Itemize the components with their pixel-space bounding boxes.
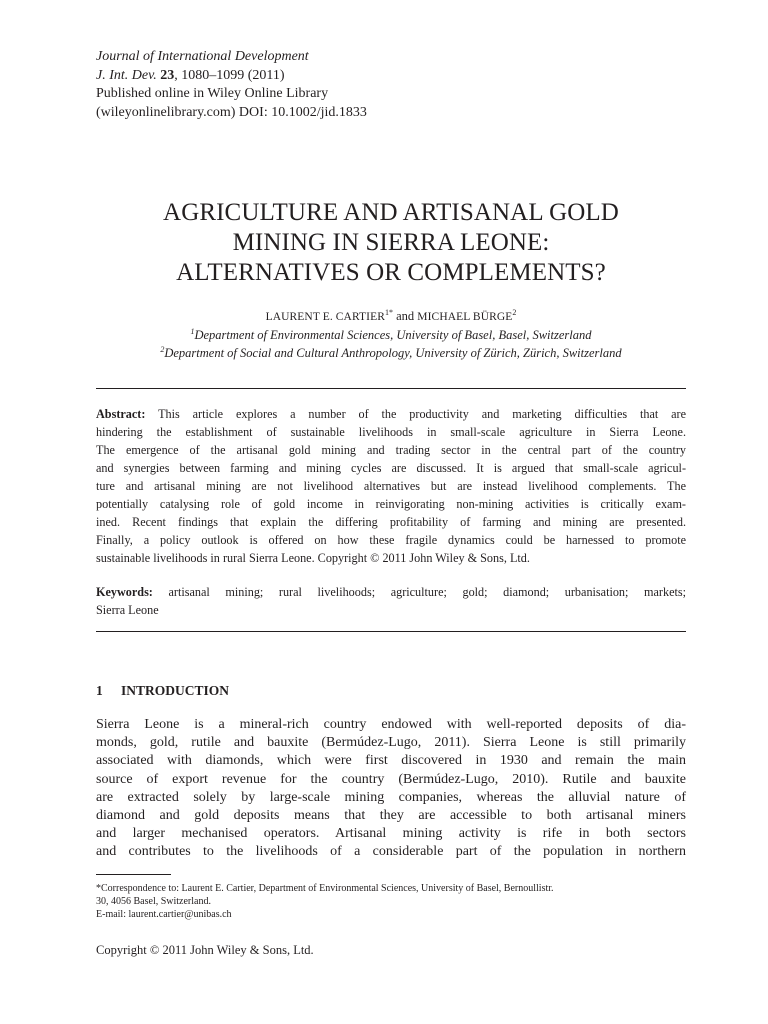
affiliation-2: [96, 344, 686, 362]
journal-abbrev: J. Int. Dev.: [96, 67, 157, 83]
abstract-line: hindering the establishment of sustainable livelihoods in small-scale agriculture in Sierra Leone.: [96, 425, 686, 439]
doi-line[interactable]: (wileyonlinelibrary.com) DOI: 10.1002/jid.1833: [96, 104, 367, 120]
author-superscript: 1*: [384, 308, 393, 317]
keywords-text: artisanal mining; rural livelihoods; agriculture; gold; diamond; urbanisation; markets;: [152, 585, 686, 599]
author-name: LAURENT E. CARTIER: [265, 311, 385, 323]
copyright-footer: Copyright © 2011 John Wiley & Sons, Ltd.: [96, 943, 314, 957]
keywords-line: Sierra Leone: [96, 603, 159, 617]
body-paragraph: [96, 716, 686, 862]
journal-volume: 23: [160, 67, 175, 83]
affiliation-1: [96, 326, 686, 344]
footnote-email[interactable]: E-mail: laurent.cartier@unibas.ch: [96, 909, 232, 920]
published-online: Published online in Wiley Online Library: [96, 86, 329, 101]
journal-header: [96, 48, 367, 122]
title-line: ALTERNATIVES OR COMPLEMENTS?: [176, 259, 606, 286]
title-line: MINING IN SIERRA LEONE:: [232, 229, 550, 256]
abstract-label: Abstract:: [96, 407, 146, 421]
body-line: diamond and gold deposits means that they are accessible to both artisanal miners: [96, 808, 686, 824]
journal-pages-year: , 1080–1099 (2011): [174, 67, 285, 83]
author-line: [96, 307, 686, 326]
abstract-line: [96, 405, 686, 423]
affiliation-superscript: 2: [160, 345, 165, 354]
abstract-line: and synergies between farming and mining cycles are discussed. It is argued that small-scale agricul-: [96, 461, 686, 475]
affiliation-text: Department of Environmental Sciences, University of Basel, Basel, Switzerland: [194, 328, 592, 342]
section-heading: [96, 683, 229, 699]
abstract-line: ined. Recent findings that explain the differing profitability of farming and mining are presented.: [96, 515, 686, 529]
abstract-line: ture and artisanal mining are not livelihood alternatives but are instead livelihood complements. The: [96, 479, 686, 493]
footnote-rule: [96, 874, 171, 875]
keywords-line: [96, 583, 686, 601]
abstract-line: The emergence of the artisanal gold mining and trading sector in the central part of the country: [96, 443, 686, 457]
divider-rule: [96, 388, 686, 389]
abstract-line: sustainable livelihoods in rural Sierra Leone. Copyright © 2011 John Wiley & Sons, Ltd.: [96, 551, 530, 565]
keywords-block: [96, 583, 686, 619]
footnote-line: 30, 4056 Basel, Switzerland.: [96, 896, 211, 907]
author-block: [96, 307, 686, 362]
abstract-block: [96, 405, 686, 567]
title-line: AGRICULTURE AND ARTISANAL GOLD: [163, 199, 619, 226]
section-number: 1: [96, 683, 103, 698]
author-name: MICHAEL BÜRGE: [417, 311, 513, 323]
body-line: associated with diamonds, which were first discovered in 1930 and remain the main: [96, 753, 686, 769]
body-line: Sierra Leone is a mineral-rich country endowed with well-reported deposits of dia-: [96, 717, 686, 732]
journal-name: Journal of International Development: [96, 49, 309, 64]
abstract-first-text: This article explores a number of the productivity and marketing difficulties that are: [145, 407, 686, 421]
body-line: source of export revenue for the country (Bermúdez-Lugo, 2010). Rutile and bauxite: [96, 771, 686, 787]
abstract-line: Finally, a policy outlook is offered on how these fragile dynamics could be harnessed to promote: [96, 533, 686, 547]
keywords-label: Keywords:: [96, 585, 153, 599]
journal-citation: [96, 67, 367, 86]
author-superscript: 2: [512, 308, 517, 317]
body-line: monds, gold, rutile and bauxite (Bermúdez-Lugo, 2011). Sierra Leone is still primarily: [96, 735, 686, 751]
paper-title: [96, 198, 686, 288]
paper-page: [96, 0, 686, 1024]
author-conjunction: and: [392, 309, 418, 323]
divider-rule: [96, 631, 686, 632]
body-line: and larger mechanised operators. Artisanal mining activity is rife in both sectors: [96, 826, 686, 842]
footnote-line: *Correspondence to: Laurent E. Cartier, Department of Environmental Sciences, University of Basel, Bernoullistr.: [96, 883, 554, 894]
affiliation-superscript: 1: [190, 327, 195, 336]
section-title: INTRODUCTION: [121, 683, 230, 698]
abstract-line: potentially catalysing role of gold income in reinvigorating non-mining activities is critically exam-: [96, 497, 686, 511]
body-line: are extracted solely by large-scale mining companies, whereas the alluvial nature of: [96, 789, 686, 805]
body-line: and contributes to the livelihoods of a considerable part of the population in northern: [96, 844, 686, 860]
affiliation-text: Department of Social and Cultural Anthropology, University of Zürich, Zürich, Switzerland: [164, 346, 622, 360]
footnote: [96, 882, 696, 921]
